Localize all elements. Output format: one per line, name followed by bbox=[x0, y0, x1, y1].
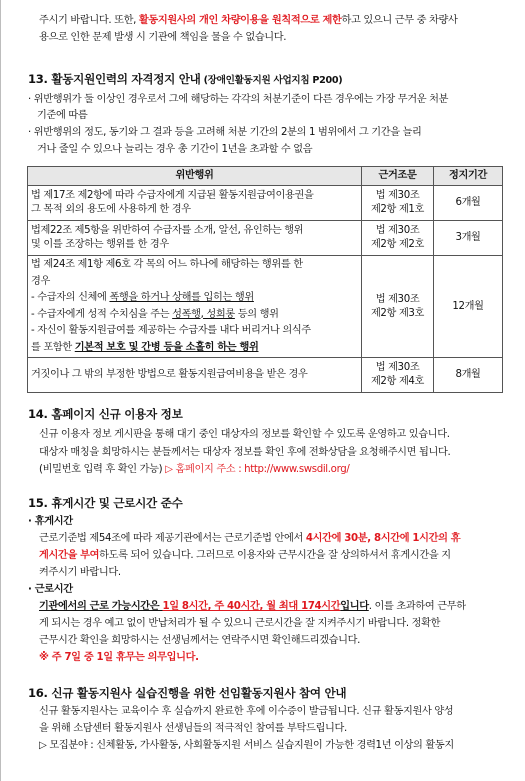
s15-work-line-2: 게 되시는 경우 예고 없이 반납처리가 될 수 있으니 근로시간을 잘 지켜주시기 바랍니다. 정확한 bbox=[39, 618, 441, 629]
s15-work-note: ※ 주 7일 중 1일 휴무는 의무입니다. bbox=[39, 652, 199, 663]
s13-bullet-2-line-2: 거나 줄일 수 있으나 늘리는 경우 총 기간이 1년을 초과할 수 없음 bbox=[37, 144, 313, 155]
intro-line-2: 용으로 인한 문제 발생 시 기관에 책임을 물을 수 없습니다. bbox=[39, 32, 287, 43]
row1-period: 6개월 bbox=[434, 186, 503, 221]
header-basis: 근거조문 bbox=[362, 167, 434, 186]
row2-violation: 법제22조 제5항을 위반하여 수급자를 소개, 알선, 유인하는 행위 및 이를 조장하는 행위를 한 경우 bbox=[28, 221, 362, 256]
section-15-title: 15. 휴게시간 및 근로시간 준수 bbox=[28, 496, 183, 510]
section-13-title: 13. 활동지원인력의 자격정지 안내 (장애인활동지원 사업지침 P200) bbox=[28, 72, 343, 86]
s14-line-2: 대상자 매칭을 희망하시는 분들께서는 대상자 정보를 확인 후에 전화상담을 요청해주시면 됩니다. bbox=[39, 447, 451, 458]
s13-bullet-1-line-1: · 위반행위가 둘 이상인 경우로서 그에 해당하는 각각의 처분기준이 다른 경우에는 가장 무거운 처분 bbox=[28, 94, 449, 105]
row4-basis: 법 제30조 제2항 제4호 bbox=[362, 358, 434, 393]
row4-violation: 거짓이나 그 밖의 부정한 방법으로 활동지원급여비용을 받은 경우 bbox=[28, 358, 362, 393]
s15-rest-heading: · 휴게시간 bbox=[28, 516, 73, 527]
s14-line-3: (비밀번호 입력 후 확인 가능) ▷ 홈페이지 주소 : http://www.swsdil.org/ bbox=[39, 464, 350, 475]
s13-bullet-2-line-1: · 위반행위의 정도, 동기와 그 결과 등을 고려해 처분 기간의 2분의 1 범위에서 그 기간을 늘리 bbox=[28, 127, 422, 138]
table-header-row bbox=[28, 167, 503, 186]
homepage-link[interactable]: ▷ 홈페이지 주소 : http://www.swsdil.org/ bbox=[165, 464, 350, 475]
intro-line-1: 주시기 바랍니다. 또한, 활동지원사의 개인 차량이용을 원칙적으로 제한하고 있으니 근무 중 차량사 bbox=[39, 15, 458, 26]
table-row bbox=[28, 186, 503, 221]
table-row bbox=[28, 256, 503, 358]
section-14-title: 14. 홈페이지 신규 이용자 정보 bbox=[28, 407, 183, 421]
s15-rest-line-2: 게시간을 부여하도록 되어 있습니다. 그러므로 이용자와 근무시간을 잘 상의하셔서 휴게시간을 지 bbox=[39, 550, 451, 561]
header-violation: 위반행위 bbox=[28, 167, 362, 186]
header-period: 정지기간 bbox=[434, 167, 503, 186]
row2-basis: 법 제30조 제2항 제2호 bbox=[362, 221, 434, 256]
suspension-table bbox=[27, 166, 503, 393]
row1-violation: 법 제17조 제2항에 따라 수급자에게 지급된 활동지원급여이용권을 그 목적 외의 용도에 사용하게 한 경우 bbox=[28, 186, 362, 221]
section-16-title: 16. 신규 활동지원사 실습진행을 위한 선임활동지원사 참여 안내 bbox=[28, 686, 347, 700]
s14-line-1: 신규 이용자 정보 게시판을 통해 대기 중인 대상자의 정보를 확인할 수 있도록 운영하고 있습니다. bbox=[39, 429, 450, 440]
s16-line-1: 신규 활동지원사는 교육이수 후 실습까지 완료한 후에 이수증이 발급됩니다. 신규 활동지원사 양성 bbox=[39, 706, 454, 717]
s15-work-line-3: 근무시간 확인을 희망하시는 선생님께서는 연락주시면 확인해드리겠습니다. bbox=[39, 635, 361, 646]
s13-bullet-1-line-2: 기준에 따름 bbox=[37, 110, 88, 121]
row3-violation: 법 제24조 제1항 제6호 각 목의 어느 하나에 해당하는 행위를 한 경우 - 수급자의 신체에 폭행을 하거나 상해를 입히는 행위 - 수급자에게 성적 수치심을 주는 성폭행, 성희롱 등의 행위 - 자신이 활동지원급여를 제공하는 수급자를 내다 버리거나 의식주 를 포함한 기본적 보호 및 간병 등을 소홀히 하는 행위 bbox=[28, 256, 362, 358]
row2-period: 3개월 bbox=[434, 221, 503, 256]
s15-work-line-1: 기관에서의 근로 가능시간은 1일 8시간, 주 40시간, 월 최대 174시간입니다. 이를 초과하여 근무하 bbox=[39, 601, 466, 612]
table-row bbox=[28, 221, 503, 256]
s16-line-2: 을 위해 소담센터 활동지원사 선생님들의 적극적인 참여를 부탁드립니다. bbox=[39, 723, 347, 734]
row3-basis: 법 제30조 제2항 제3호 bbox=[362, 256, 434, 358]
row4-period: 8개월 bbox=[434, 358, 503, 393]
s15-rest-line-3: 켜주시기 바랍니다. bbox=[39, 567, 121, 578]
table-row bbox=[28, 358, 503, 393]
row3-period: 12개월 bbox=[434, 256, 503, 358]
s15-rest-line-1: 근로기준법 제54조에 따라 제공기관에서는 근로기준법 안에서 4시간에 30분, 8시간에 1시간의 휴 bbox=[39, 533, 461, 544]
row1-basis: 법 제30조 제2항 제1호 bbox=[362, 186, 434, 221]
s16-line-3: ▷ 모집분야 : 신체활동, 가사활동, 사회활동지원 서비스 실습지원이 가능한 경력1년 이상의 활동지 bbox=[39, 740, 454, 751]
s15-work-heading: · 근로시간 bbox=[28, 584, 73, 595]
